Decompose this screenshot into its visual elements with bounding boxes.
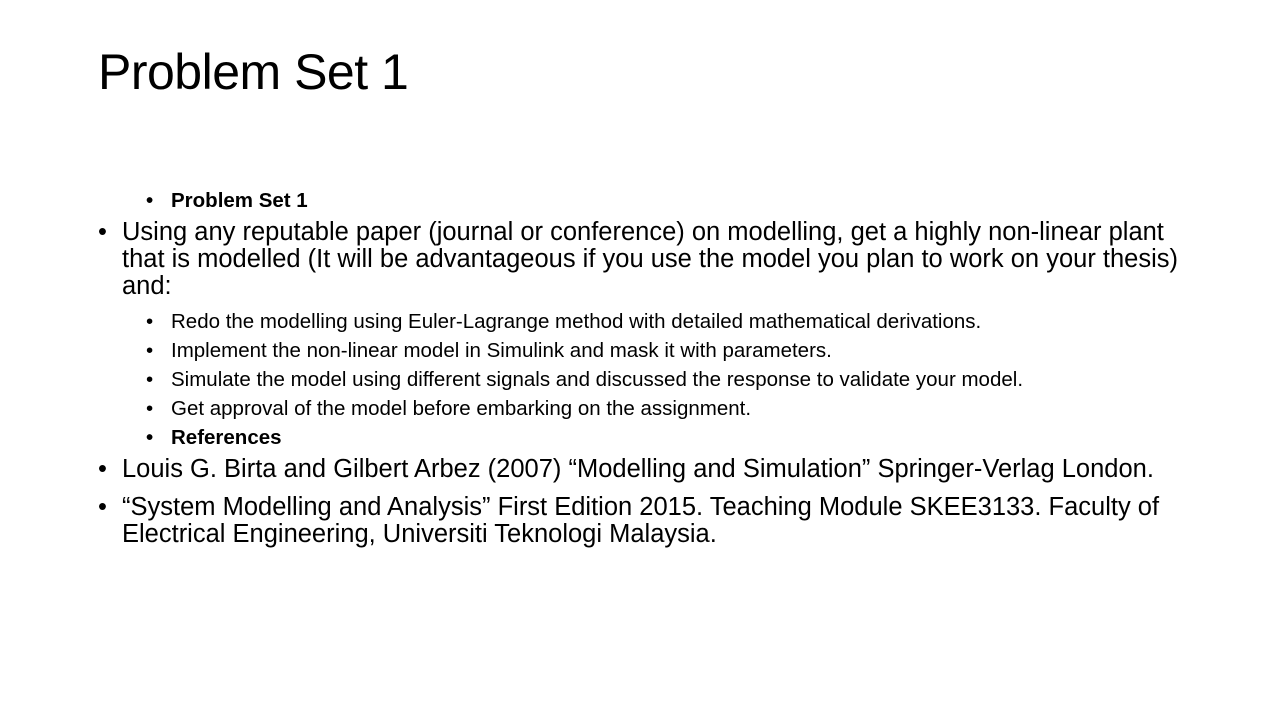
list-item-text: Louis G. Birta and Gilbert Arbez (2007) “Modelling and Simulation” Springer-Verlag London. — [122, 455, 1154, 483]
list-item — [98, 427, 1208, 449]
list-item-text: Implement the non-linear model in Simulink and mask it with parameters. — [171, 339, 832, 362]
list-item-text: Simulate the model using different signals and discussed the response to validate your model. — [171, 368, 1024, 391]
slide-content — [98, 190, 1208, 559]
list-item-text: Using any reputable paper (journal or conference) on modelling, get a highly non-linear plant that is modelled (It will be advantageous if you use the model you plan to work on your thesis) and: — [122, 218, 1178, 300]
bullet-icon: • — [98, 455, 107, 483]
bullet-icon: • — [146, 339, 154, 362]
bullet-icon: • — [146, 426, 154, 449]
list-item — [98, 398, 1208, 420]
bullet-icon: • — [98, 218, 107, 246]
list-item — [98, 219, 1208, 300]
bullet-icon: • — [98, 493, 107, 521]
bullet-icon: • — [146, 397, 154, 420]
list-item-text: “System Modelling and Analysis” First Edition 2015. Teaching Module SKEE3133. Faculty of Electrical Engineering, Universiti Teknologi Malaysia. — [122, 493, 1160, 548]
list-item — [98, 311, 1208, 333]
list-item-text: Problem Set 1 — [171, 189, 308, 212]
list-item — [98, 456, 1208, 483]
list-item — [98, 369, 1208, 391]
list-item-text: References — [171, 426, 282, 449]
list-item — [98, 190, 1208, 212]
bullet-icon: • — [146, 368, 154, 391]
list-item-text: Get approval of the model before embarking on the assignment. — [171, 397, 752, 420]
slide-title: Problem Set 1 — [98, 44, 409, 100]
list-item-text: Redo the modelling using Euler-Lagrange method with detailed mathematical derivations. — [171, 310, 982, 333]
bullet-icon: • — [146, 189, 154, 212]
list-item — [98, 494, 1208, 548]
bullet-icon: • — [146, 310, 154, 333]
list-item — [98, 340, 1208, 362]
